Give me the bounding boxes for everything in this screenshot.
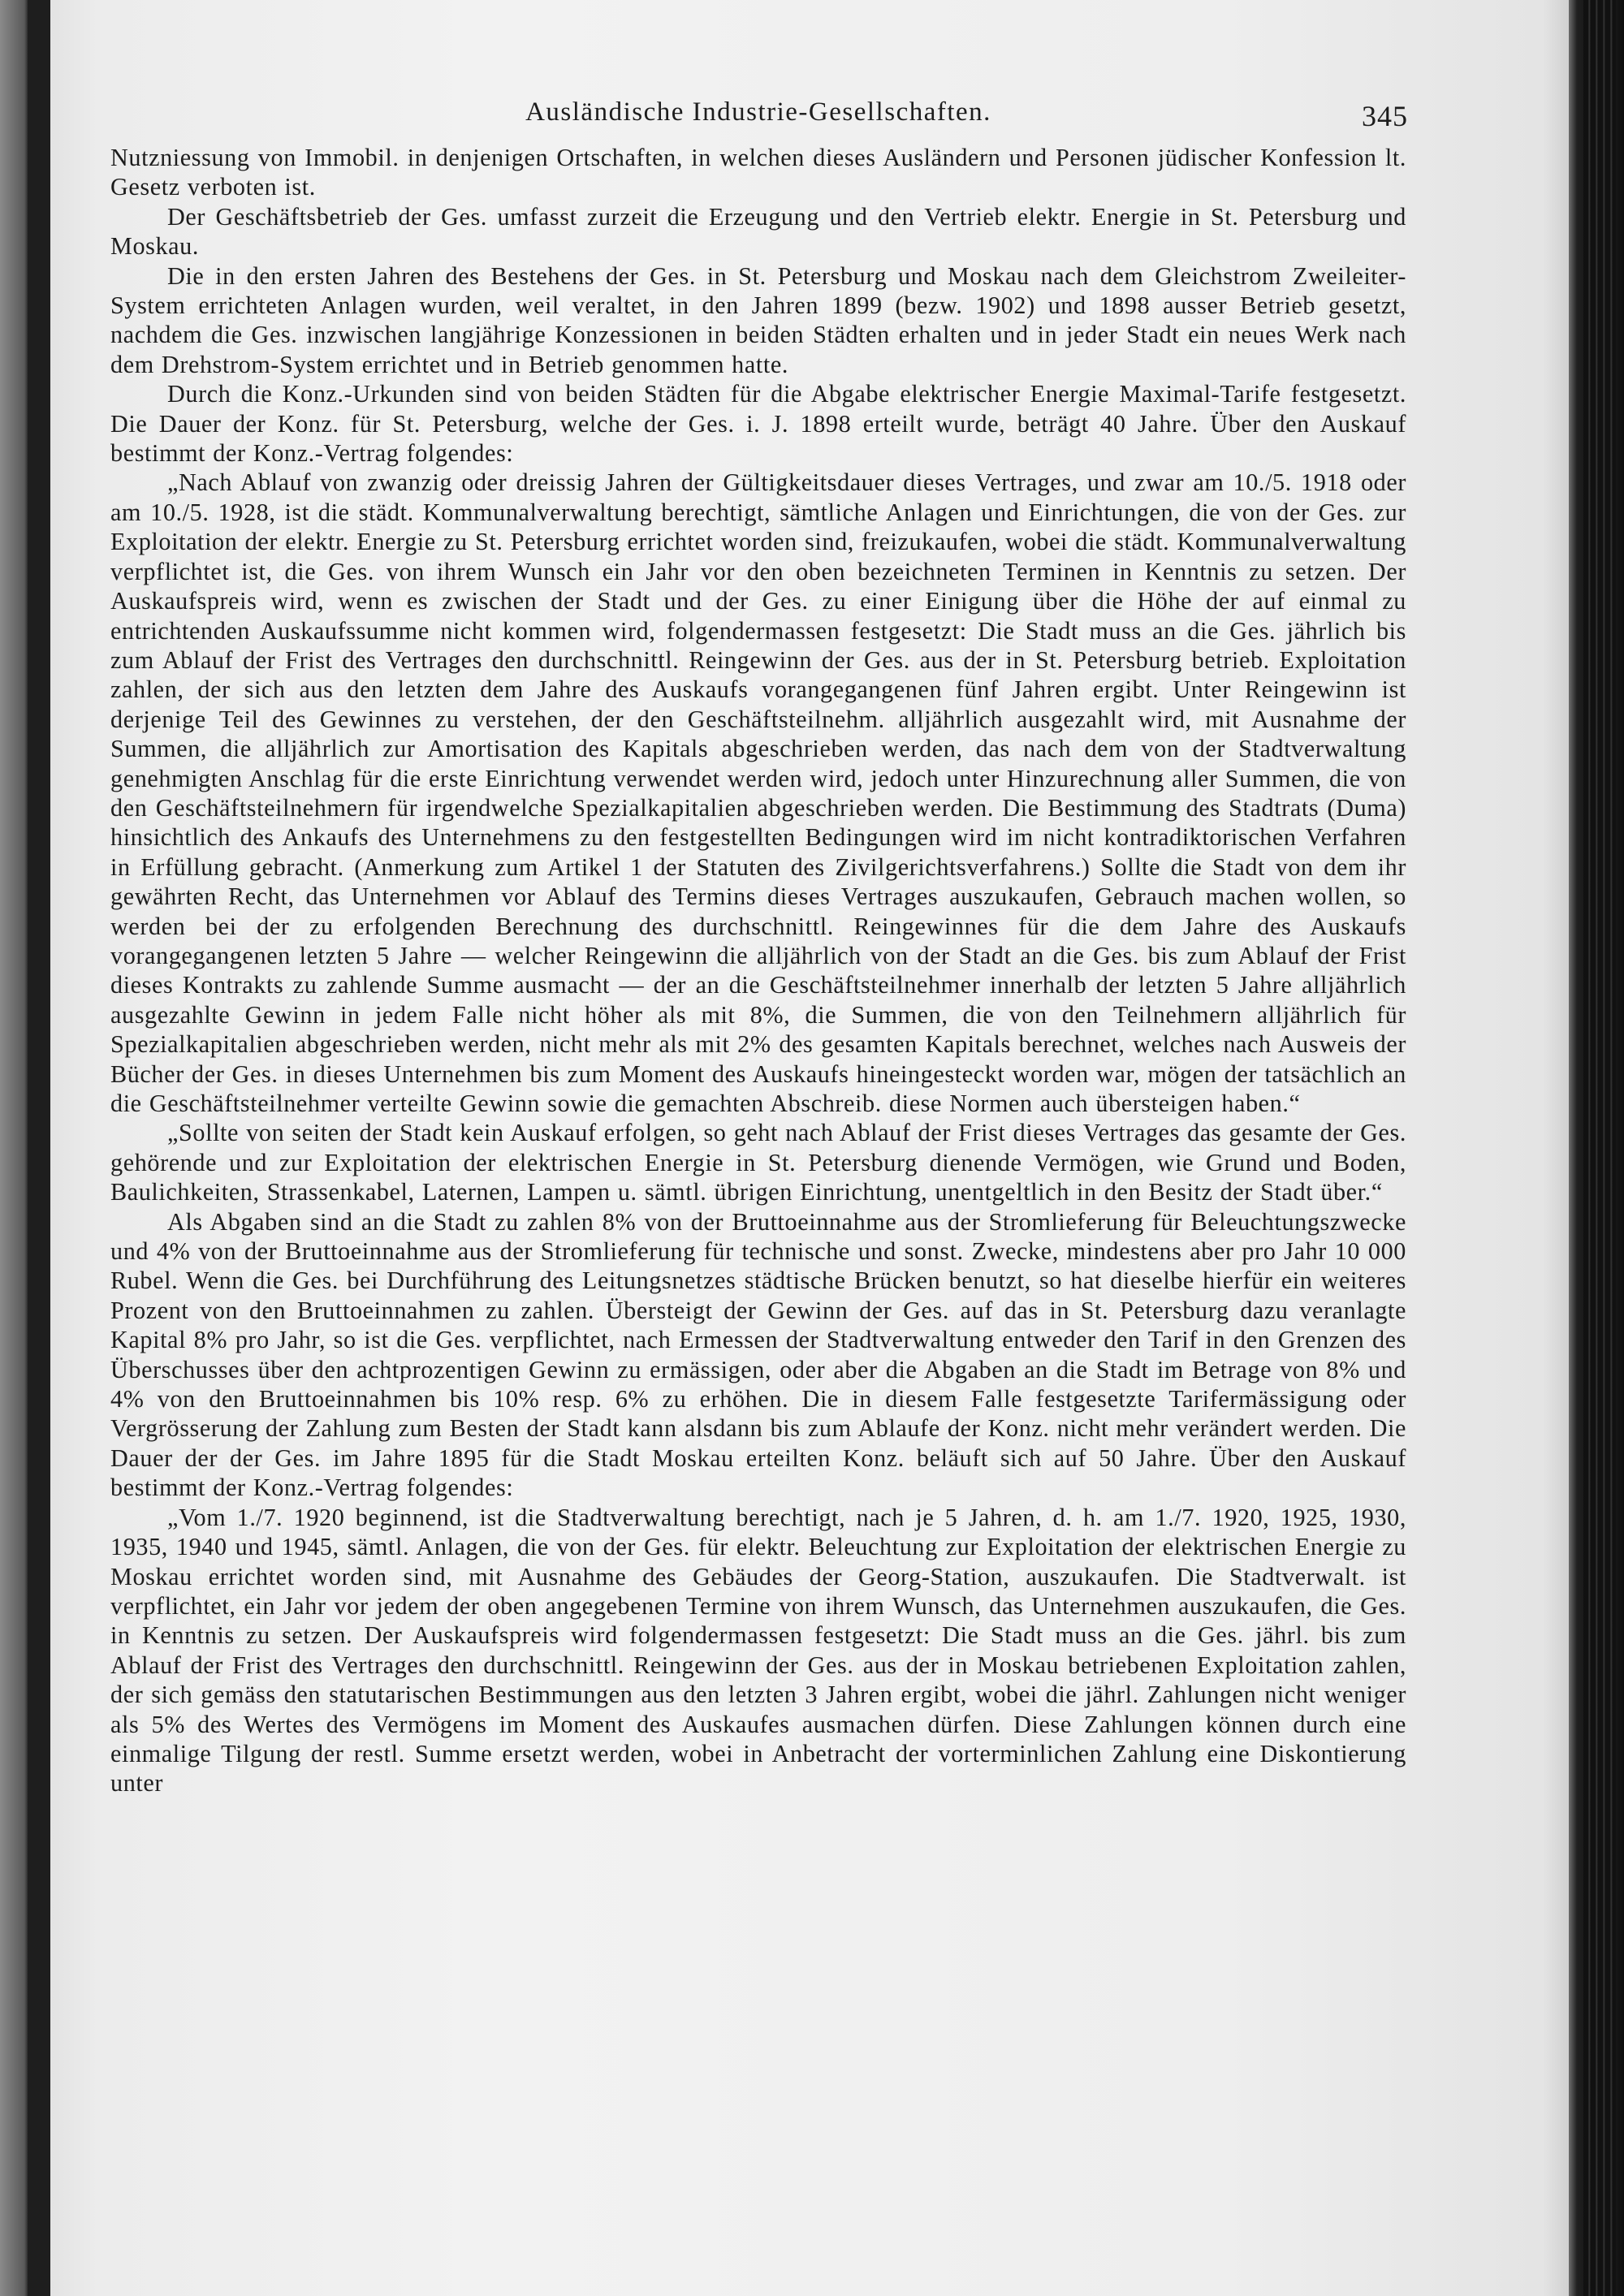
paragraph-buyout-moscow: „Vom 1./7. 1920 beginnend, ist die Stadtverwaltung berechtigt, nach je 5 Jahren, d. h. am 1./7. 1920, 1925, 1930, 1935, 1940 und 1945, sämtl. Anlagen, die von der Ges. für elektr. Beleuchtung zur Exploitation der elektrischen Energie zu Moskau errichtet worden sind, mit Ausnahme des Gebäudes der Georg-Station, auszukaufen. Die Stadtverwalt. ist verpflichtet, ein Jahr vor jedem der oben angegebenen Termine von ihrem Wunsch, das Unternehmen auszukaufen, die Ges. in Kenntnis zu setzen. Der Auskaufspreis wird folgendermassen festgesetzt: Die Stadt muss an die Ges. jährl. bis zum Ablauf der Frist des Vertrages den durchschnittl. Reingewinn der Ges. aus der in Moskau betriebenen Exploitation zahlen, der sich gemäss den statutarischen Bestimmungen aus den letzten 3 Jahren ergibt, wobei die jährl. Zahlungen nicht weniger als 5% des Wertes des Vermögens im Moment des Auskaufes ausmachen dürfen. Diese Zahlungen können durch eine einmalige Tilgung der restl. Summe ersetzt werden, wobei in Anbetracht der vorterminlichen Zahlung eine Diskontierung unter xyxy=(110,1503,1406,1798)
body-text xyxy=(110,143,1406,1798)
page-number: 345 xyxy=(1362,100,1408,132)
paragraph-continuation: Nutzniessung von Immobil. in denjenigen Ortschaften, in welchen dieses Ausländern und Personen jüdischer Konfession lt. Gesetz verboten ist. xyxy=(110,144,1406,201)
running-title: Ausländische Industrie-Gesellschaften. xyxy=(525,97,991,127)
running-head xyxy=(110,91,1406,143)
paragraph-fees: Als Abgaben sind an die Stadt zu zahlen 8% von der Bruttoeinnahme aus der Stromlieferung für Beleuchtungszwecke und 4% von der Bruttoeinnahme aus der Stromlieferung für technische und sonst. Zwecke, mindestens aber pro Jahr 10 000 Rubel. Wenn die Ges. bei Durchführung des Leitungsnetzes städtische Brücken benutzt, so hat dieselbe hierfür ein weiteres Prozent von den Bruttoeinnahmen zu zahlen. Übersteigt der Gewinn der Ges. auf das in St. Petersburg dazu veranlagte Kapital 8% pro Jahr, so ist die Ges. verpflichtet, nach Ermessen der Stadtverwaltung entweder den Tarif in den Grenzen des Überschusses über den achtprozentigen Gewinn zu ermässigen, oder aber die Abgaben an die Stadt im Betrage von 8% und 4% von den Bruttoeinnahmen bis 10% resp. 6% zu erhöhen. Die in diesem Falle festgesetzte Tarifermässigung oder Vergrösserung der Zahlung zum Besten der Stadt kann alsdann bis zum Ablaufe der Konz. nicht mehr verändert werden. Die Dauer der der Ges. im Jahre 1895 für die Stadt Moskau erteilten Konz. beläuft sich auf 50 Jahre. Über den Auskauf bestimmt der Konz.-Vertrag folgendes: xyxy=(110,1207,1406,1502)
right-page-stack xyxy=(1583,0,1616,2296)
paragraph-concession: Durch die Konz.-Urkunden sind von beiden Städten für die Abgabe elektrischer Energie Maximal-Tarife festgesetzt. Die Dauer der Konz. für St. Petersburg, welche der Ges. i. J. 1898 erteilt wurde, beträgt 40 Jahre. Über den Auskauf bestimmt der Konz.-Vertrag folgendes: xyxy=(110,380,1406,468)
left-binding-shadow xyxy=(28,0,50,2296)
paragraph-no-buyout: „Sollte von seiten der Stadt kein Auskauf erfolgen, so geht nach Ablauf der Frist dieses Vertrages das gesamte der Ges. gehörende und zur Exploitation der elektrischen Energie in St. Petersburg dienende Vermögen, wie Grund und Boden, Baulichkeiten, Strassenkabel, Laternen, Lampen u. sämtl. übrigen Einrichtung, unentgeltlich in den Besitz der Stadt über.“ xyxy=(110,1119,1406,1206)
paragraph-history: Die in den ersten Jahren des Bestehens der Ges. in St. Petersburg und Moskau nach dem Gleichstrom Zweileiter-System errichteten Anlagen wurden, weil veraltet, in den Jahren 1899 (bezw. 1902) und 1898 ausser Betrieb gesetzt, nachdem die Ges. inzwischen langjährige Konzessionen in beiden Städten erhalten und in jeder Stadt ein neues Werk nach dem Drehstrom-System errichtet und in Betrieb genommen hatte. xyxy=(110,261,1406,378)
paragraph-business: Der Geschäftsbetrieb der Ges. umfasst zurzeit die Erzeugung und den Vertrieb elektr. Energie in St. Petersburg und Moskau. xyxy=(110,202,1406,261)
paragraph-buyout-petersburg: „Nach Ablauf von zwanzig oder dreissig Jahren der Gültigkeitsdauer dieses Vertrages, und zwar am 10./5. 1918 oder am 10./5. 1928, ist die städt. Kommunalverwaltung berechtigt, sämtliche Anlagen und Einrichtungen, die von der Ges. zur Exploitation der elektr. Energie zu St. Petersburg errichtet worden sind, freizukaufen, wobei die städt. Kommunalverwaltung verpflichtet ist, die Ges. von ihrem Wunsch ein Jahr vor den oben bezeichneten Terminen in Kenntnis zu setzen. Der Auskaufspreis wird, wenn es zwischen der Stadt und der Ges. zu einer Einigung über die Höhe der auf einmal zu entrichtenden Auskaufssumme nicht kommen wird, folgendermassen festgesetzt: Die Stadt muss an die Ges. jährlich bis zum Ablauf der Frist des Vertrages den durchschnittl. Reingewinn der Ges. aus der in St. Petersburg betrieb. Exploitation zahlen, der sich aus den letzten dem Jahre des Auskaufs vorangegangenen fünf Jahren ergibt. Unter Reingewinn ist derjenige Teil des Gewinnes zu verstehen, der den Geschäftsteilnehm. alljährlich ausgezahlt wird, mit Ausnahme der Summen, die alljährlich zur Amortisation des Kapitals abgeschrieben werden, das nach dem von der Stadtverwaltung genehmigten Anschlag für die erste Einrichtung verwendet werden wird, jedoch unter Hinzurechnung aller Summen, die von den Geschäftsteilnehmern für irgendwelche Spezialkapitalien abgeschrieben werden. Die Bestimmung des Stadtrats (Duma) hinsichtlich des Ankaufs des Unternehmens zu den festgestellten Bedingungen wird im nicht kontradiktorischen Verfahren in Erfüllung gebracht. (Anmerkung zum Artikel 1 der Statuten des Zivilgerichtsverfahrens.) Sollte die Stadt von dem ihr gewährten Recht, das Unternehmen vor Ablauf des Termins dieses Vertrages auszukaufen, Gebrauch machen wollen, so werden bei der zu erfolgenden Berechnung des durchschnittl. Reingewinnes für die dem Jahre des Auskaufs vorangegangenen letzten 5 Jahre — welcher Reingewinn die alljährlich von der Stadt an die Ges. bis zum Ablauf der Frist dieses Kontrakts zu zahlende Summe ausmacht — der an die Geschäftsteilnehmer innerhalb der letzten 5 Jahre alljährlich ausgezahlte Gewinn in jedem Falle nicht höher als mit 8%, die Summen, die von den Teilnehmern alljährlich für Spezialkapitalien abgeschrieben werden, nicht mehr als mit 2% des gesamten Kapitals berechnet, welches nach Ausweis der Bücher der Ges. in dieses Unternehmen bis zum Moment des Auskaufs hineingesteckt worden war, mögen der tatsächlich an die Geschäftsteilnehmer verteilte Gewinn sowie die gemachten Abschreib. diese Normen auch übersteigen haben.“ xyxy=(110,468,1406,1117)
book-page xyxy=(110,91,1406,1798)
